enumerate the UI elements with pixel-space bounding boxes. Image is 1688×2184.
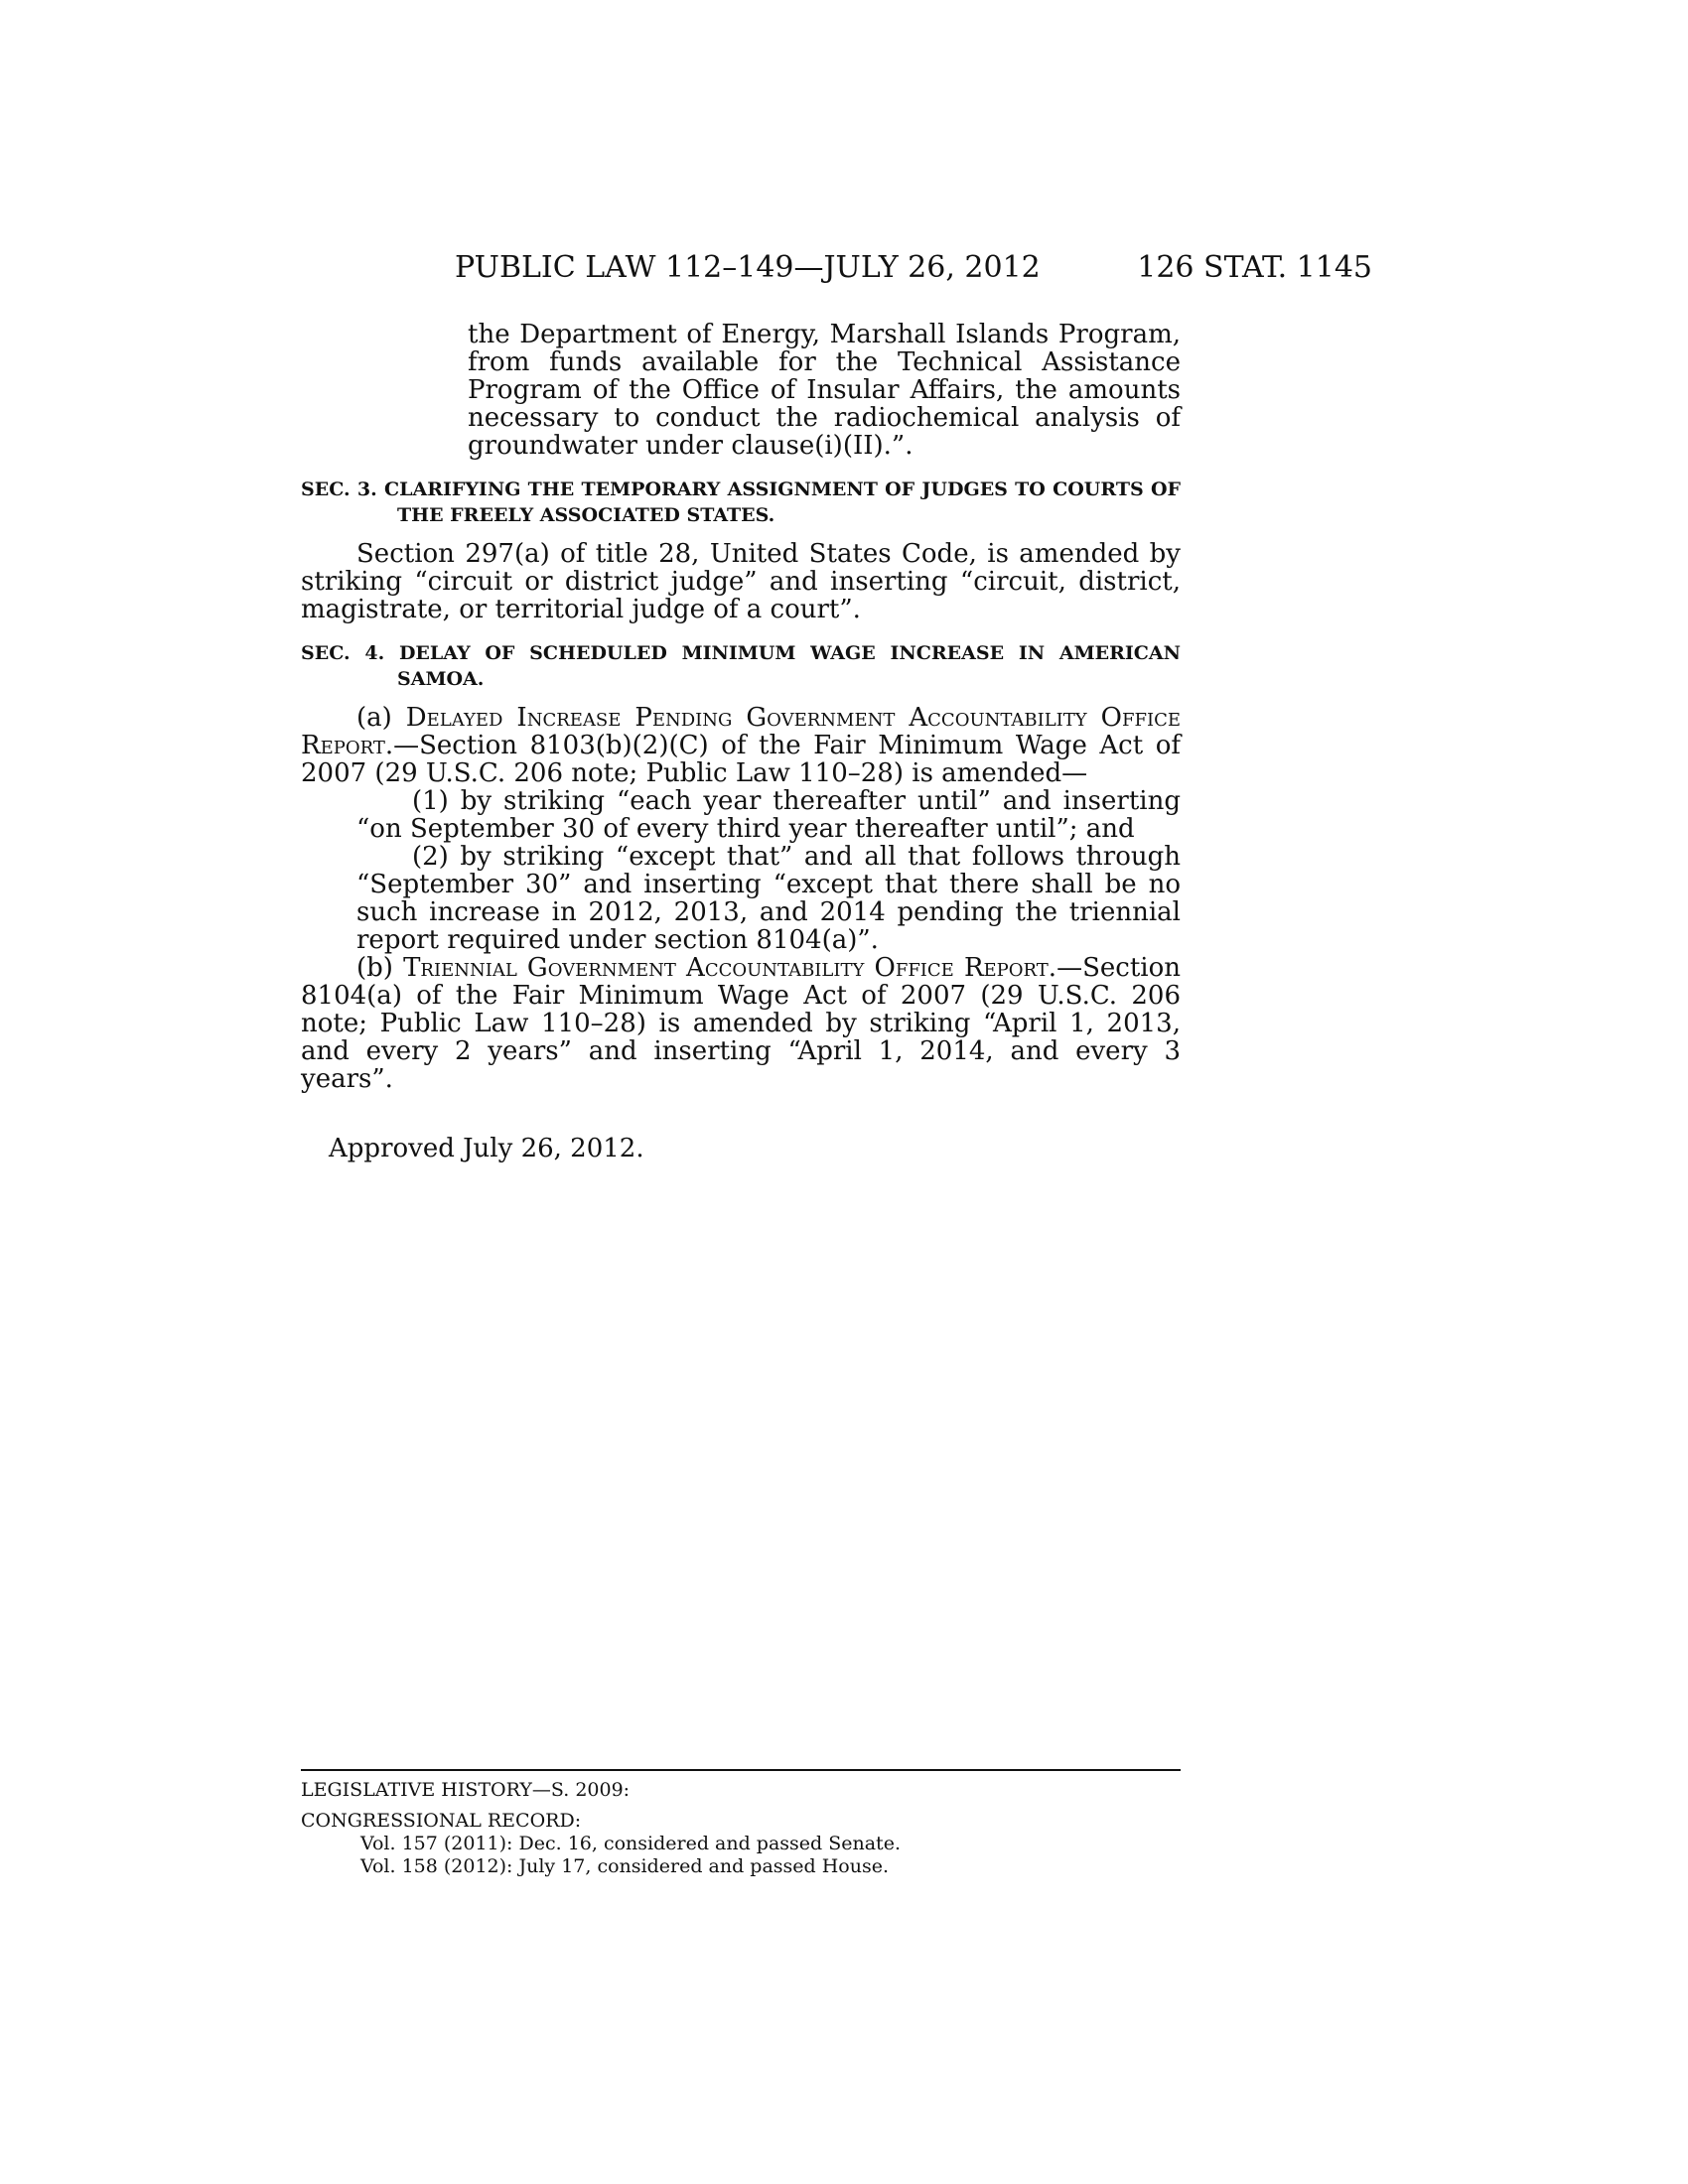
subsection-b	[301, 954, 1181, 1093]
section-3-heading: SEC. 3. CLARIFYING THE TEMPORARY ASSIGNMENT OF JUDGES TO COURTS OF THE FREELY ASSOCIATED STATES.	[301, 478, 1181, 526]
law-body	[301, 321, 1181, 1162]
running-head	[298, 248, 1372, 288]
paragraph-1: (1) by striking “each year thereafter until” and inserting “on September 30 of every third year thereafter until”; and	[356, 786, 1181, 844]
subsection-a	[301, 704, 1181, 787]
subsection-b-caption: Triennial Government Accountability Office Report.	[403, 953, 1057, 983]
subsection-a-label: (a)	[356, 703, 406, 733]
record-entry: Vol. 157 (2011): Dec. 16, considered and passed Senate.	[360, 1833, 901, 1854]
subsection-b-label: (b)	[356, 953, 404, 983]
section-4-heading: SEC. 4. DELAY OF SCHEDULED MINIMUM WAGE INCREASE IN AMERICAN SAMOA.	[301, 642, 1181, 690]
subsection-a-caption: Delayed Increase Pending Government Accountability Office Report.	[301, 703, 1181, 760]
section-3-text: Section 297(a) of title 28, United States Code, is amended by striking “circuit or district judge” and inserting “circuit, district, magistrate, or territorial judge of a court”.	[301, 539, 1181, 624]
legislative-history-title: LEGISLATIVE HISTORY—S. 2009:	[301, 1779, 631, 1801]
record-entry: Vol. 158 (2012): July 17, considered and passed House.	[360, 1855, 890, 1877]
subsection-b-text: —Section 8104(a) of the Fair Minimum Wage Act of 2007 (29 U.S.C. 206 note; Public Law 110–28) is amended by striking “April 1, 2013, and every 2 years” and inserting “April 1, 2014, and every 3 years”.	[301, 953, 1181, 1094]
law-title: PUBLIC LAW 112–149—JULY 26, 2012	[455, 250, 1041, 285]
continued-paragraph: the Department of Energy, Marshall Islands Program, from funds available for the Technical Assistance Program of the Office of Insular Affairs, the amounts necessary to conduct the radiochemical analysis of groundwater under clause(i)(II).”.	[468, 320, 1181, 461]
paragraph-2: (2) by striking “except that” and all that follows through “September 30” and inserting “except that there shall be no such increase in 2012, 2013, and 2014 pending the triennial report required under section 8104(a)”.	[356, 842, 1181, 955]
legislative-history	[301, 1769, 1181, 1878]
approval-date: Approved July 26, 2012.	[329, 1134, 644, 1163]
subsection-a-text: —Section 8103(b)(2)(C) of the Fair Minimum Wage Act of 2007 (29 U.S.C. 206 note; Public Law 110–28) is amended—	[301, 731, 1181, 788]
statute-page-number: 126 STAT. 1145	[1137, 250, 1372, 285]
congressional-record-title: CONGRESSIONAL RECORD:	[301, 1810, 582, 1832]
